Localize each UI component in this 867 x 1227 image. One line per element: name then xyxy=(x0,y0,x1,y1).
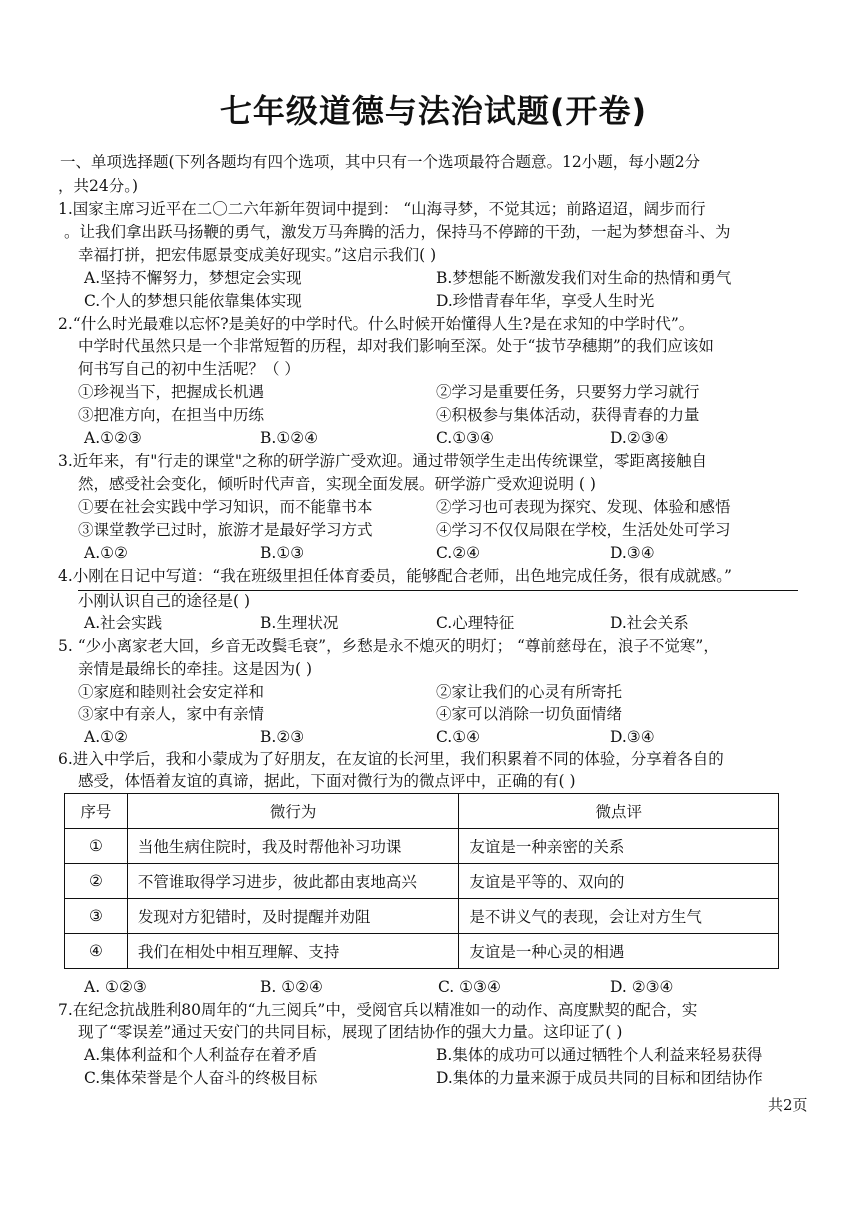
page-count: 共2页 xyxy=(768,1096,808,1114)
table-row xyxy=(65,864,779,899)
q7-option-c: C.集体荣誉是个人奋斗的终极目标 xyxy=(84,1069,318,1087)
table-cell-comment: 友谊是一种心灵的相遇 xyxy=(459,934,779,969)
q1-line-2: 。让我们拿出跃马扬鞭的勇气，激发万马奔腾的活力，保持马不停蹄的干劲，一起为梦想奋斗、为 xyxy=(64,223,731,241)
q1-option-d: D.珍惜青春年华，享受人生时光 xyxy=(436,292,655,310)
q3-line-2: 然，感受社会变化，倾听时代声音，实现全面发展。研学游广受欢迎说明 ( ) xyxy=(78,475,596,493)
q5-line-2: 亲情是最绵长的牵挂。这是因为( ) xyxy=(78,660,313,678)
q2-option-b: B.①②④ xyxy=(260,429,319,447)
q4-option-d: D.社会关系 xyxy=(610,614,689,632)
q5-item-3: ③家中有亲人，家中有亲情 xyxy=(78,705,265,723)
table-header-number: 序号 xyxy=(65,794,128,829)
q3-option-a: A.①② xyxy=(84,544,128,562)
q3-option-c: C.②④ xyxy=(436,544,481,562)
q2-item-1: ①珍视当下，把握成长机遇 xyxy=(78,383,265,401)
q7-line-2: 现了“零误差”通过天安门的共同目标，展现了团结协作的强大力量。这印证了( ) xyxy=(78,1023,623,1041)
q2-line-3: 何书写自己的初中生活呢？（ ） xyxy=(78,360,300,378)
q5-option-b: B.②③ xyxy=(260,728,305,746)
table-cell-number: ② xyxy=(65,864,128,899)
q3-option-d: D.③④ xyxy=(610,544,655,562)
q3-item-4: ④学习不仅仅局限在学校，生活处处可学习 xyxy=(436,521,731,539)
table-cell-number: ① xyxy=(65,829,128,864)
q2-option-c: C.①③④ xyxy=(436,429,494,447)
q4-option-a: A.社会实践 xyxy=(84,614,163,632)
q5-item-1: ①家庭和睦则社会安定祥和 xyxy=(78,683,265,701)
q2-item-4: ④积极参与集体活动，获得青春的力量 xyxy=(436,406,700,424)
q1-option-a: A.坚持不懈努力，梦想定会实现 xyxy=(84,269,302,287)
q2-line-1: 2.“什么时光最难以忘怀?是美好的中学时代。什么时候开始懂得人生?是在求知的中学时代”。 xyxy=(58,315,695,333)
q2-item-3: ③把准方向，在担当中历练 xyxy=(78,406,265,424)
table-cell-number: ③ xyxy=(65,899,128,934)
table-row xyxy=(65,934,779,969)
q6-table xyxy=(64,793,779,969)
q7-option-d: D.集体的力量来源于成员共同的目标和团结协作 xyxy=(436,1069,763,1087)
q3-line-1: 3.近年来，有"行走的课堂"之称的研学游广受欢迎。通过带领学生走出传统课堂，零距离接触自 xyxy=(58,452,708,470)
table-header-comment: 微点评 xyxy=(459,794,779,829)
q2-option-a: A.①②③ xyxy=(84,429,142,447)
table-cell-number: ④ xyxy=(65,934,128,969)
q7-option-b: B.集体的成功可以通过牺牲个人利益来轻易获得 xyxy=(436,1046,763,1064)
table-row xyxy=(65,899,779,934)
q6-line-1: 6.进入中学后，我和小蒙成为了好朋友，在友谊的长河里，我们积累着不同的体验，分享着各自的 xyxy=(58,750,724,768)
table-cell-comment: 友谊是平等的、双向的 xyxy=(459,864,779,899)
q5-option-a: A.①② xyxy=(84,728,128,746)
table-cell-comment: 友谊是一种亲密的关系 xyxy=(459,829,779,864)
q2-item-2: ②学习是重要任务，只要努力学习就行 xyxy=(436,383,700,401)
q1-line-1: 1.国家主席习近平在二〇二六年新年贺词中提到： “山海寻梦，不觉其远；前路迢迢，阔步而行 xyxy=(58,200,706,218)
q4-line-1: 4.小刚在日记中写道：“我在班级里担任体育委员，能够配合老师，出色地完成任务，很有成就感。” xyxy=(58,567,732,585)
q4-line-2: 小刚认识自己的途径是( ) xyxy=(78,592,251,610)
table-header-behavior: 微行为 xyxy=(127,794,459,829)
exam-title: 七年级道德与法治试题(开卷) xyxy=(219,92,648,130)
q5-item-2: ②家让我们的心灵有所寄托 xyxy=(436,683,623,701)
table-cell-comment: 是不讲义气的表现，会让对方生气 xyxy=(459,899,779,934)
q3-item-3: ③课堂教学已过时，旅游才是最好学习方式 xyxy=(78,521,373,539)
table-cell-behavior: 不管谁取得学习进步，彼此都由衷地高兴 xyxy=(127,864,459,899)
q3-item-2: ②学习也可表现为探究、发现、体验和感悟 xyxy=(436,498,731,516)
q1-option-c: C.个人的梦想只能依靠集体实现 xyxy=(84,292,302,310)
table-header-row xyxy=(65,794,779,829)
q6-line-2: 感受，体悟着友谊的真谛，据此，下面对微行为的微点评中，正确的有( ) xyxy=(78,772,576,790)
table-cell-behavior: 我们在相处中相互理解、支持 xyxy=(127,934,459,969)
q5-option-d: D.③④ xyxy=(610,728,655,746)
q4-option-b: B.生理状况 xyxy=(260,614,339,632)
q2-line-2: 中学时代虽然只是一个非常短暂的历程，却对我们影响至深。处于“拔节孕穗期”的我们应该如 xyxy=(78,337,714,355)
q5-item-4: ④家可以消除一切负面情绪 xyxy=(436,705,623,723)
q1-line-3: 幸福打拼，把宏伟愿景变成美好现实。”这启示我们( ) xyxy=(78,246,437,264)
section-intro-line-1: 一、单项选择题(下列各题均有四个选项，其中只有一个选项最符合题意。12小题，每小题2分 xyxy=(60,153,701,171)
q7-option-a: A.集体利益和个人利益存在着矛盾 xyxy=(84,1046,318,1064)
q4-option-c: C.心理特征 xyxy=(436,614,515,632)
section-intro-line-2: ，共24分。) xyxy=(58,177,139,195)
q6-option-c: C. ①③④ xyxy=(438,978,501,996)
q3-item-1: ①要在社会实践中学习知识，而不能靠书本 xyxy=(78,498,373,516)
q6-option-d: D. ②③④ xyxy=(610,978,674,996)
table-cell-behavior: 当他生病住院时，我及时帮他补习功课 xyxy=(127,829,459,864)
q5-option-c: C.①④ xyxy=(436,728,481,746)
table-cell-behavior: 发现对方犯错时，及时提醒并劝阻 xyxy=(127,899,459,934)
q5-line-1: 5. “少小离家老大回，乡音无改鬓毛衰”，乡愁是永不熄灭的明灯； “尊前慈母在，浪子不觉寒”， xyxy=(58,637,719,655)
table-row xyxy=(65,829,779,864)
q6-option-b: B. ①②④ xyxy=(260,978,323,996)
q6-option-a: A. ①②③ xyxy=(84,978,147,996)
q2-option-d: D.②③④ xyxy=(610,429,669,447)
q1-option-b: B.梦想能不断激发我们对生命的热情和勇气 xyxy=(436,269,732,287)
q3-option-b: B.①③ xyxy=(260,544,305,562)
q7-line-1: 7.在纪念抗战胜利80周年的“九三阅兵”中，受阅官兵以精准如一的动作、高度默契的配合，实 xyxy=(58,1001,698,1019)
